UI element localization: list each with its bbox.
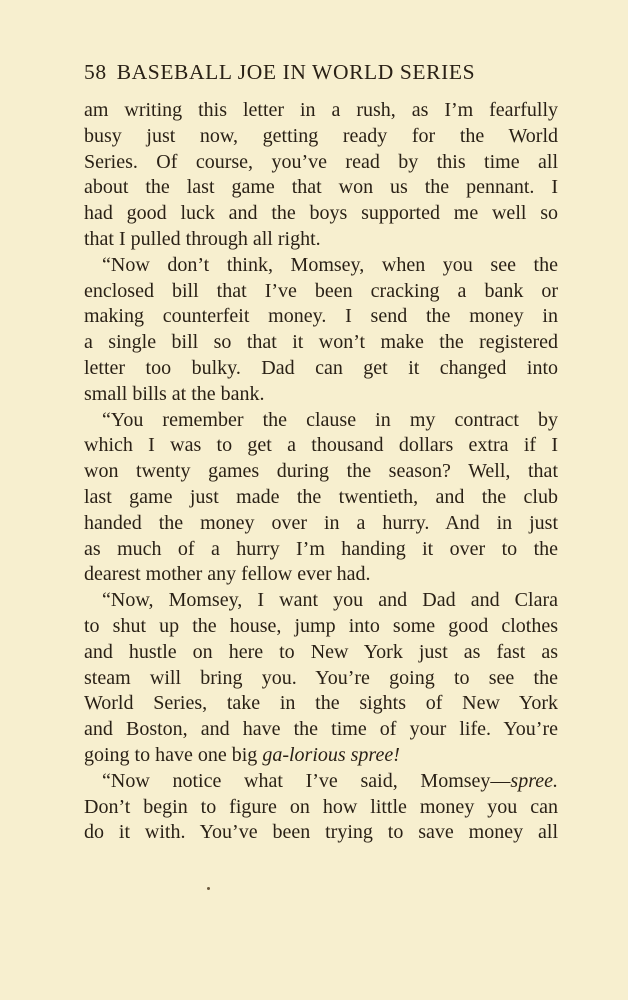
- text-line: and hustle on here to New York just as fast as: [84, 640, 558, 663]
- text-line: enclosed bill that I’ve been cracking a bank or: [84, 279, 558, 302]
- text-line: busy just now, getting ready for the World: [84, 124, 558, 147]
- text-line: last game just made the twentieth, and the club: [84, 485, 558, 508]
- text-line: won twenty games during the season? Well, that: [84, 460, 558, 483]
- text-line: handed the money over in a hurry. And in just: [84, 511, 558, 534]
- text-line: dearest mother any fellow ever had.: [84, 563, 371, 586]
- line-text: going to have one big: [84, 743, 263, 766]
- text-line: making counterfeit money. I send the money in: [84, 305, 558, 328]
- text-line: am writing this letter in a rush, as I’m fearfully: [84, 99, 558, 121]
- running-title: BASEBALL JOE IN WORLD SERIES: [116, 60, 476, 84]
- text-line: [84, 743, 558, 769]
- text-line: had good luck and the boys supported me well so: [84, 202, 558, 225]
- text-line: Series. Of course, you’ve read by this time all: [84, 150, 558, 173]
- paragraph-first-line: “You remember the clause in my contract by: [102, 408, 558, 431]
- paragraph-first-line: “Now don’t think, Momsey, when you see the: [102, 253, 558, 276]
- text-line: that I pulled through all right.: [84, 227, 321, 250]
- text-line: a single bill so that it won’t make the registered: [84, 331, 558, 354]
- text-line: which I was to get a thousand dollars extra if I: [84, 434, 558, 457]
- text-line: about the last game that won us the pennant. I: [84, 176, 558, 199]
- text-line: letter too bulky. Dad can get it changed into: [84, 356, 558, 379]
- text-line: Don’t begin to figure on how little money you can: [84, 795, 558, 818]
- text-line: to shut up the house, jump into some good clothes: [84, 614, 558, 637]
- text-line: steam will bring you. You’re going to see the: [84, 666, 558, 689]
- text-line: and Boston, and have the time of your life. You’re: [84, 718, 558, 741]
- paper-speck: [207, 887, 210, 890]
- italic-emphasis: ga-lorious spree!: [262, 743, 400, 766]
- text-line: small bills at the bank.: [84, 382, 265, 405]
- italic-emphasis: spree.: [510, 769, 558, 792]
- text-line: World Series, take in the sights of New York: [84, 692, 558, 715]
- text-line: do it with. You’ve been trying to save money all: [84, 821, 558, 844]
- body-text: [84, 98, 558, 846]
- paragraph-first-line: “Now, Momsey, I want you and Dad and Clara: [102, 589, 558, 612]
- running-header: [84, 60, 544, 85]
- line-text: “Now notice what I’ve said, Momsey—: [102, 769, 511, 792]
- text-line: as much of a hurry I’m handing it over to the: [84, 537, 558, 560]
- paragraph-first-line: [84, 769, 558, 795]
- page-number: 58: [84, 60, 107, 84]
